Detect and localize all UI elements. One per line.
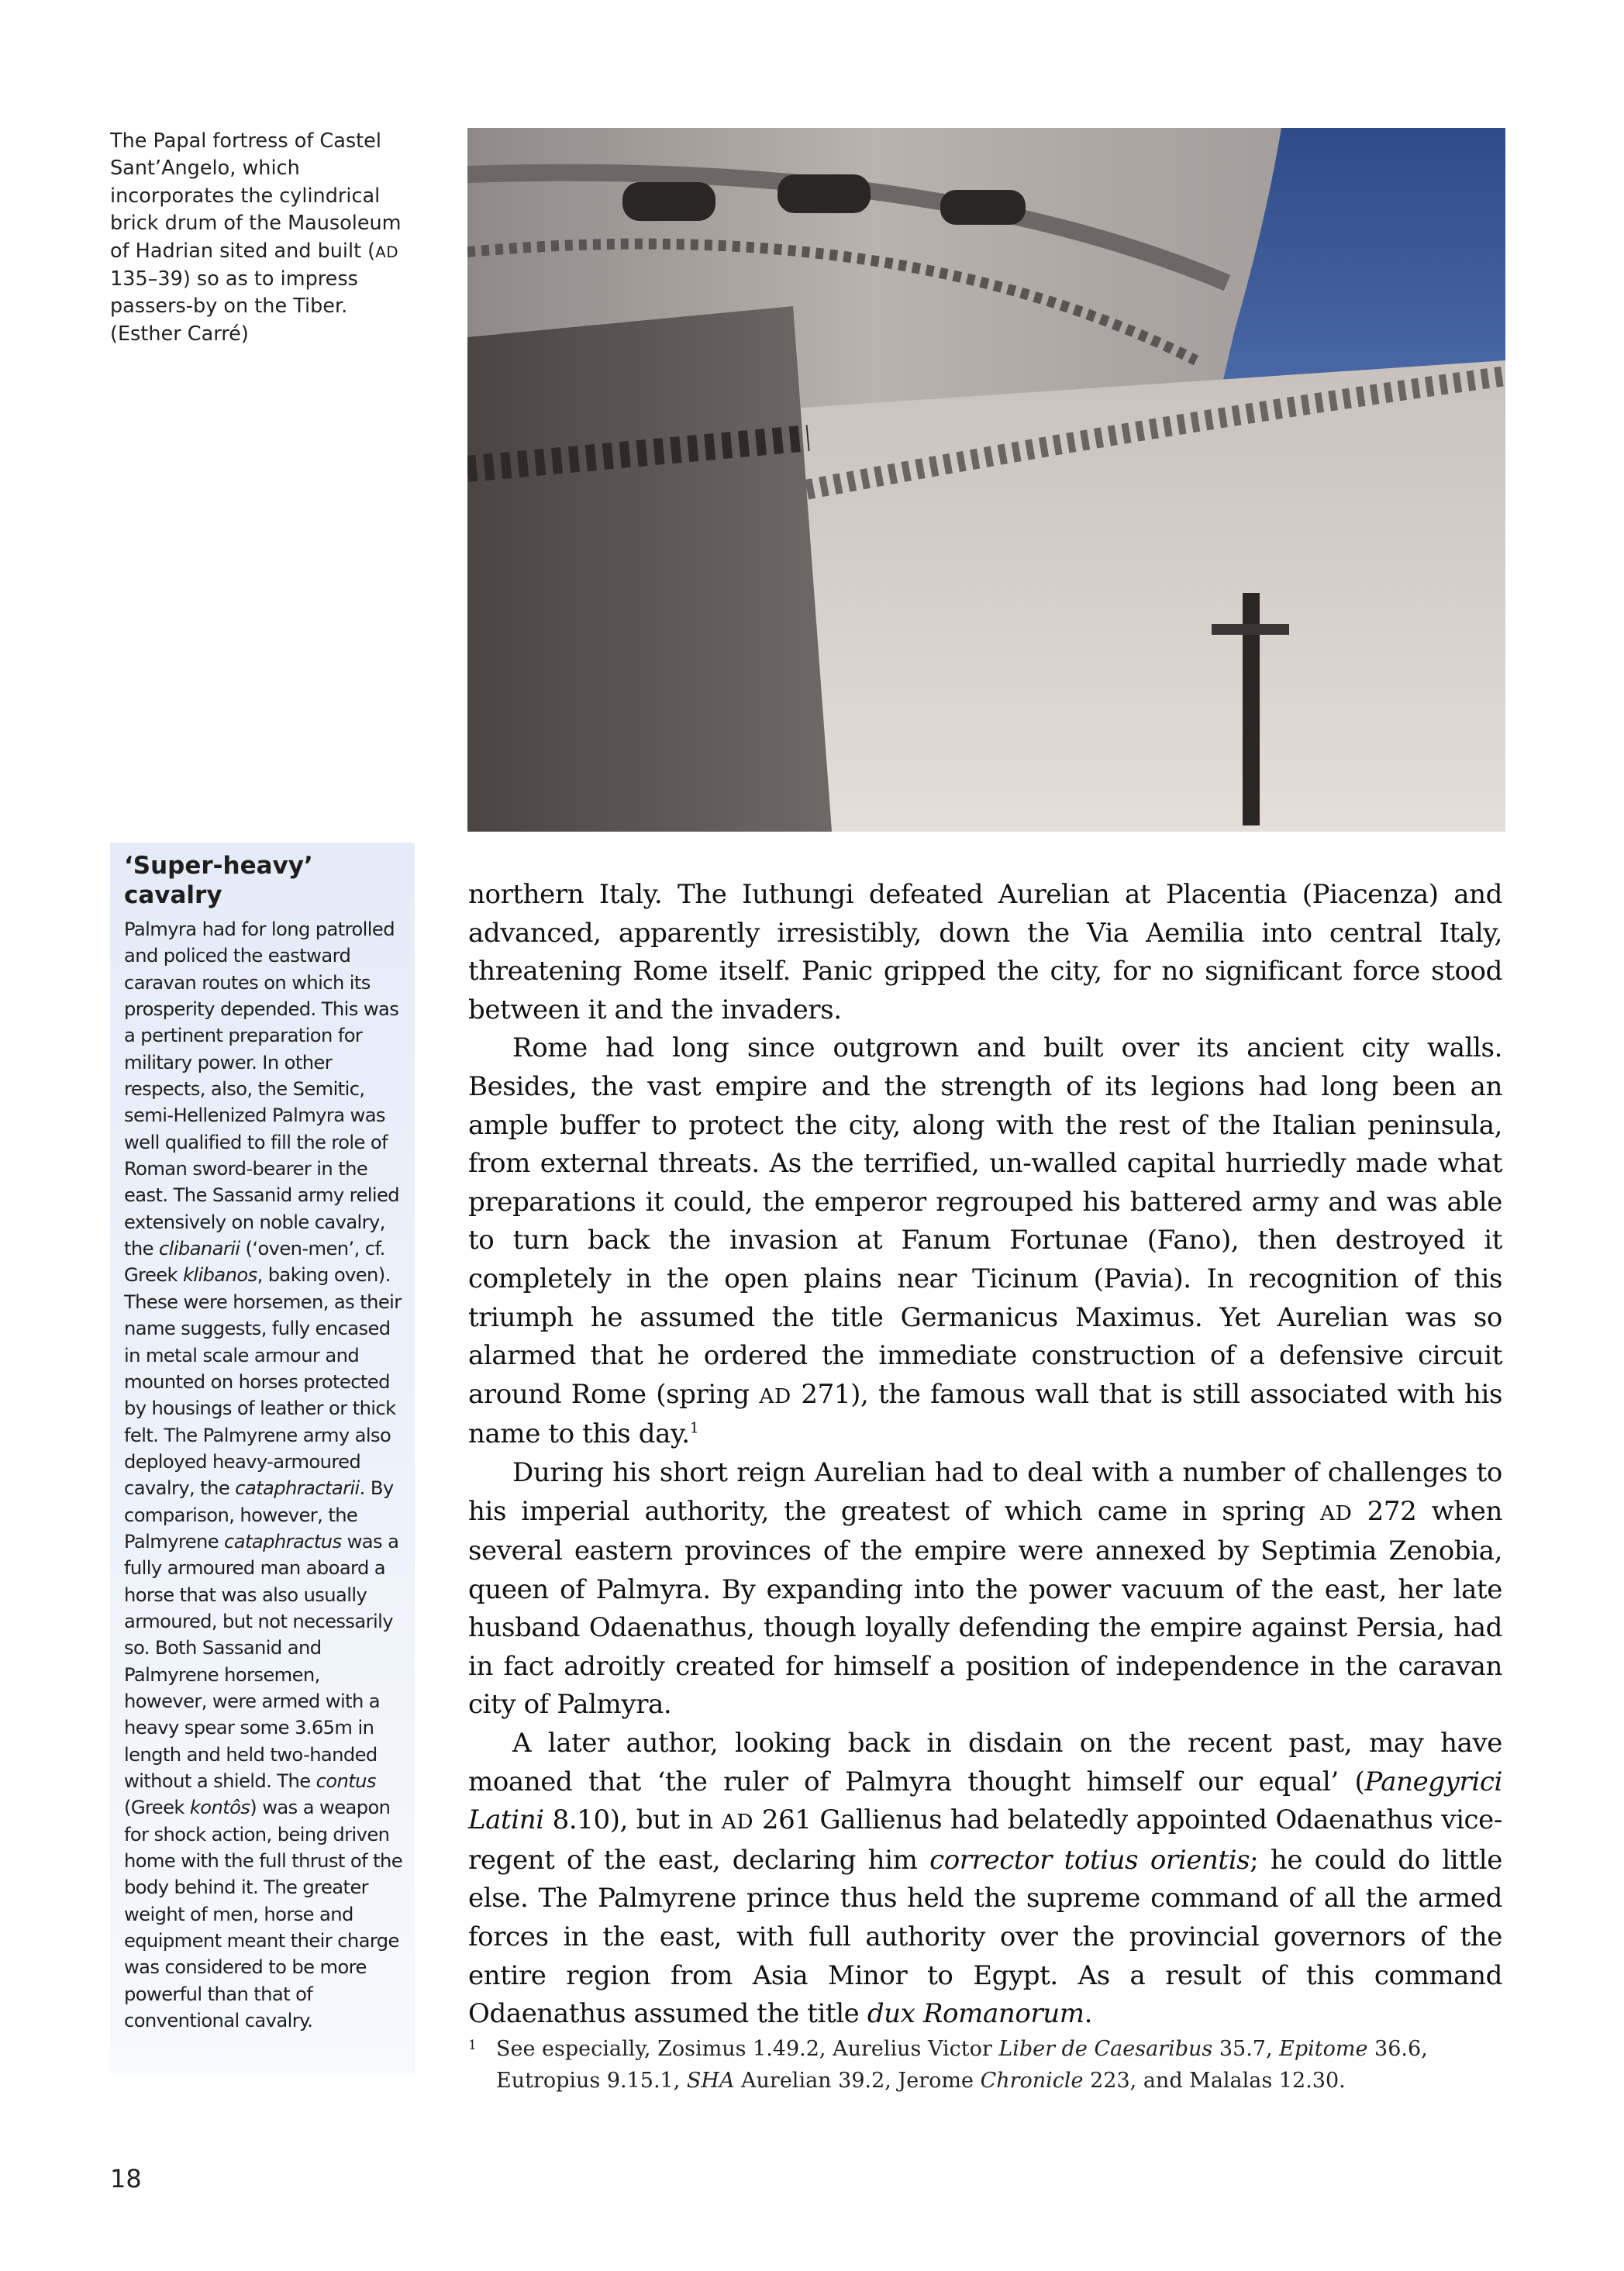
- sidebar-title: ‘Super-heavy’ cavalry: [124, 852, 313, 909]
- page-number: 18: [110, 2164, 142, 2193]
- paragraph: A later author, looking back in disdain on the recent past, may have moaned that ‘the ruler of Palmyra thought himself our equal’ (Panegyrici Latini 8.10), but in AD 261 Gallienus had belatedly appointed Odaenathus vice-regent of the east, declaring him corrector totius orientis; he could do little else. The Palmyrene prince thus held the supreme command of all the armed forces in the east, with full authority over the provincial governors of the entire region from Asia Minor to Egypt. As a result of this command Odaenathus assumed the title dux Romanorum.: [468, 1728, 1502, 2030]
- footnote: [468, 2033, 1502, 2097]
- paragraph: During his short reign Aurelian had to deal with a number of challenges to his imperial authority, the greatest of which came in spring AD 272 when several eastern provinces of the empire were annexed by Septimia Zenobia, queen of Palmyra. By expanding into the power vacuum of the east, her late husband Odaenathus, though loyally defending the empire against Persia, had in fact adroitly created for himself a position of independence in the caravan city of Palmyra.: [468, 1456, 1502, 1721]
- super-heavy-cavalry-sidebar: [110, 843, 415, 2073]
- paragraph: Rome had long since outgrown and built over its ancient city walls. Besides, the vast empire and the strength of its legions had long been an ample buffer to protect the city, along with the rest of the Italian peninsula, from external threats. As the terrified, un-walled capital hurriedly made what preparations it could, the emperor regrouped his battered army and was able to turn back the invasion at Fanum Fortunae (Fano), then destroyed it completely in the open plains near Ticinum (Pavia). In recognition of this triumph he assumed the title Germanicus Maximus. Yet Aurelian was so alarmed that he ordered the immediate construction of a defensive circuit around Rome (spring AD 271), the famous wall that is still associated with his name to this day.$^1$: [468, 1032, 1502, 1450]
- footnote-text: See especially, Zosimus 1.49.2, Aurelius Victor Liber de Caesaribus 35.7, Epitome 36.6, Eutropius 9.15.1, SHA Aurelian 39.2, Jerome Chronicle 223, and Malalas 12.30.: [496, 2037, 1428, 2093]
- main-text: [468, 876, 1502, 2034]
- paragraph: northern Italy. The Iuthungi defeated Aurelian at Placentia (Piacenza) and advanced, apparently irresistibly, down the Via Aemilia into central Italy, threatening Rome itself. Panic gripped the city, for no significant force stood between it and the invaders.: [468, 879, 1502, 1025]
- photo-caption: The Papal fortress of Castel Sant’Angelo, which incorporates the cylindrical brick drum of the Mausoleum of Hadrian sited and built (AD 135–39) so as to impress passers-by on the Tiber. (Esther Carré): [110, 129, 402, 346]
- footnote-number: 1: [468, 2038, 477, 2053]
- sidebar-text: Palmyra had for long patrolled and policed the eastward caravan routes on which its prosperity depended. This was a pertinent preparation for military power. In other respects, also, the Semitic, semi-Hellenized Palmyra was well qualified to fill the role of Roman sword-bearer in the east. The Sassanid army relied extensively on noble cavalry, the clibanarii (‘oven-men’, cf. Greek klibanos, baking oven). These were horsemen, as their name suggests, fully encased in metal scale armour and mounted on horses protected by housings of leather or thick felt. The Palmyrene army also deployed heavy-armoured cavalry, the cataphractarii. By comparison, however, the Palmyrene cataphractus was a fully armoured man aboard a horse that was also usually armoured, but not necessarily so. Both Sassanid and Palmyrene horsemen, however, were armed with a heavy spear some 3.65m in length and held two-handed without a shield. The contus (Greek kontôs) was a weapon for shock action, being driven home with the full thrust of the body behind it. The greater weight of men, horse and equipment meant their charge was considered to be more powerful than that of conventional cavalry.: [124, 918, 402, 2032]
- castel-sant-angelo-photo: [467, 128, 1505, 832]
